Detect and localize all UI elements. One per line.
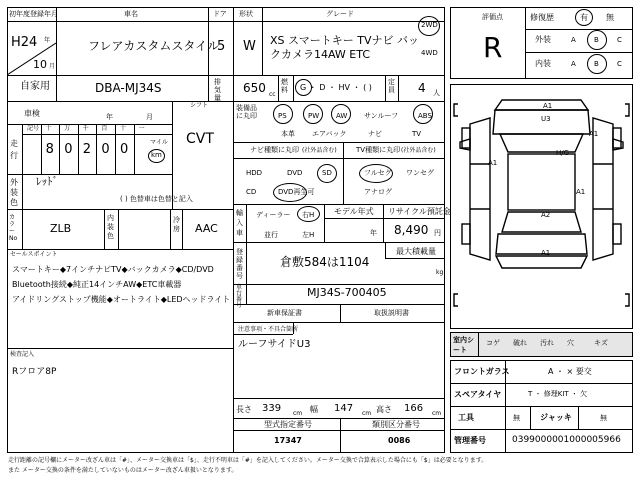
import-parallel: 並行 [264, 231, 278, 239]
navi-circle [317, 164, 337, 183]
equipment-circle [273, 104, 293, 124]
equipment-label: 装備品に丸印 [236, 104, 257, 120]
color-no-value: ZLB [50, 222, 72, 235]
interior-b-circle [587, 54, 607, 74]
equipment-item: ABS [418, 112, 432, 120]
type-approval-value: 17347 [274, 436, 302, 445]
equipment-item: 本革 [281, 130, 295, 138]
fuel-options: G ・ D ・ HV ・ ( ) [300, 83, 372, 92]
mileage-unit-km: km [151, 151, 162, 159]
sheet-item: コゲ [486, 339, 500, 347]
interior-label: 内装色 [107, 214, 114, 240]
damage-mark: A1 [488, 159, 498, 167]
repair-yes: 有 [580, 13, 588, 22]
color-no-label: カラーNo [9, 214, 18, 242]
interior-grade-a: A [571, 60, 576, 68]
width-unit: cm [362, 410, 372, 417]
windshield-value: A ・ × 要交 [548, 367, 592, 376]
mileage-digit-label: 万 [64, 125, 71, 132]
sheet-item: キズ [594, 339, 608, 347]
reg-month-unit: 月 [49, 63, 56, 70]
mileage-digit-label: 記号 [27, 125, 40, 132]
navi-item: DVD [287, 169, 303, 177]
tools-label: 工具 [458, 413, 474, 422]
usage-value: 自家用 [20, 81, 50, 92]
grade-eval-label: 評価点 [482, 13, 503, 21]
displacement-label: 排気量 [214, 78, 221, 102]
model-year-value: 年 [370, 229, 377, 237]
damage-mark: A1 [541, 249, 551, 257]
tv-item: フルセグ [364, 169, 392, 177]
manual-label: 取扱説明書 [374, 309, 409, 317]
fuel-label: 燃料 [281, 78, 288, 94]
control-no-value: 0399000001000005966 [512, 435, 621, 445]
interior-sheet-label: 室内シート [453, 336, 474, 354]
import-left: 左H [302, 231, 315, 239]
mileage-digit-label: 十 [45, 125, 52, 132]
equipment-item: TV [412, 130, 422, 138]
class-no-value: 0086 [388, 436, 411, 445]
recycle-label: リサイクル預託金 [388, 207, 451, 216]
damage-mark: A2 [541, 211, 551, 219]
mileage-digit-label: 百 [101, 125, 108, 132]
mileage-divider [96, 124, 97, 174]
chassis-value: MJ34S-700405 [307, 286, 387, 299]
navi-circle [273, 183, 307, 202]
reg-month: 10 [33, 58, 47, 71]
tv-item: アナログ [364, 188, 392, 196]
recycle-value: 8,490 [394, 223, 429, 237]
navi-item: SD [322, 169, 332, 177]
ac-value: AAC [195, 222, 218, 235]
jack-value: 無 [600, 414, 607, 422]
interior-grade-b: B [594, 60, 599, 68]
sheet-item: 汚れ [540, 339, 554, 347]
interior-grade-c: C [617, 60, 622, 68]
model-code: DBA-MJ34S [95, 81, 162, 95]
mileage-digit: 0 [101, 142, 110, 157]
exterior-grade-c: C [617, 36, 622, 44]
inspection-year: 年 [106, 113, 113, 121]
exterior-b-circle [587, 30, 607, 50]
equipment-item: PW [308, 112, 320, 120]
jack-label: ジャッキ [540, 413, 572, 422]
equipment-item: PS [278, 112, 287, 120]
chassis-label: 車台番号 [236, 284, 243, 309]
windshield-label: フロントガラス [454, 367, 510, 376]
mileage-divider [59, 124, 60, 174]
damage-mark: A1 [589, 130, 599, 138]
reg-label: 初年度登録年月 [9, 10, 58, 18]
import-right: 右H [302, 211, 315, 219]
mileage-divider [41, 124, 42, 174]
width-value: 147 [334, 403, 354, 414]
notes-value: ルーフサイドU3 [238, 339, 311, 350]
mileage-divider [115, 124, 116, 174]
length-unit: cm [293, 410, 303, 417]
exterior-grade-a: A [571, 36, 576, 44]
mileage-digit-label: 千 [82, 125, 89, 132]
recycle-unit: 円 [434, 229, 441, 237]
navi-item: DVD再生可 [278, 188, 315, 196]
shift-value: CVT [186, 131, 214, 147]
shape-value: W [243, 39, 256, 54]
mileage-digit-label: 一 [138, 125, 145, 132]
ac-label: 冷房 [173, 216, 180, 233]
shape-label: 形状 [239, 10, 253, 18]
footer-line1: 走行距離の記号欄にメーター改ざん車は「#」、メーター交換車は「$」、走行不明車は「#」を記入してください。メーター交換で合算表示した場合にも「$」は必要となります。 [8, 457, 488, 464]
inspector-label: 検査記入 [10, 351, 35, 358]
capacity-unit: 人 [433, 89, 440, 97]
damage-mark: H/G [556, 149, 570, 157]
mileage-digit: 8 [45, 142, 54, 157]
repair-yes-circle [575, 9, 593, 26]
inspection-label: 車検 [24, 109, 40, 118]
warranty-label: 新車保証書 [267, 309, 302, 317]
inspector-value: Rフロア8P [12, 367, 57, 377]
tv-item: ワンセグ [406, 169, 434, 177]
sales-points-label: セールスポイント [10, 251, 58, 258]
mileage-digit: 2 [82, 142, 92, 157]
width-label: 幅 [310, 405, 318, 414]
plate-label: 登録番号 [236, 248, 243, 280]
drive-2wd: 2WD [421, 21, 438, 29]
navi-label: ナビ種類に丸印 [250, 146, 299, 154]
damage-mark: A1 [543, 102, 553, 110]
sales-point-line: スマートキー◆7インチナビTV◆バックカメラ◆CD/DVD [12, 265, 214, 274]
sales-point-line: アイドリングストップ機能◆オートライト◆LEDヘッドライト [12, 295, 231, 304]
mileage-divider [134, 124, 135, 174]
inspection-month: 月 [146, 113, 153, 121]
height-value: 166 [404, 403, 424, 414]
displacement-unit: cc [269, 91, 276, 98]
reg-era: H24 [11, 35, 38, 50]
import-dealer: ディーラー [256, 211, 291, 219]
interior-grade-label: 内装 [535, 59, 551, 68]
equipment-item: ナビ [368, 130, 382, 138]
equipment-item: エアバック [312, 130, 347, 138]
navi-item: HDD [246, 169, 263, 177]
equipment-item: サンルーフ [364, 112, 399, 120]
repair-no: 無 [606, 13, 614, 22]
exterior-value: ﾚｯﾄﾞ [36, 175, 58, 188]
mileage-digit: 0 [64, 142, 73, 157]
grade-eval-value: R [483, 31, 503, 64]
grade-value: XS スマートキー TVナビ バックカメラ14AW ETC [270, 34, 420, 61]
equipment-circle [413, 104, 433, 124]
model-year-label: モデル年式 [334, 207, 374, 216]
spare-value: T ・ 修理KIT ・ 欠 [528, 390, 588, 398]
mileage-divider [78, 124, 79, 174]
drive-4wd: 4WD [421, 49, 438, 57]
control-no-label: 管理番号 [454, 436, 486, 445]
notes-label: 注意事項・不具合箇所 [238, 326, 299, 333]
navi-sub: (社外品含む) [302, 147, 337, 154]
mileage-unit-mile: マイル [150, 139, 168, 146]
tv-circle [359, 164, 393, 183]
exterior-label: 外装色 [10, 178, 18, 207]
mileage-label: 走行 [10, 139, 18, 160]
door-label: ドア [213, 10, 227, 18]
damage-mark: U3 [541, 115, 551, 123]
import-label: 輸入車 [236, 209, 243, 237]
repair-label: 修復歴 [530, 13, 554, 22]
right-h-circle [297, 206, 320, 222]
sheet-item: 穴 [567, 339, 574, 347]
navi-item: CD [246, 188, 257, 196]
grade-label: グレード [326, 10, 354, 18]
exterior-grade-b: B [594, 36, 599, 44]
capacity-value: 4 [418, 81, 426, 95]
max-load-unit: kg [436, 269, 444, 276]
door-value: 5 [217, 39, 226, 54]
spare-label: スペアタイヤ [454, 390, 502, 399]
capacity-label: 定員 [388, 78, 395, 94]
exterior-note: ( ) 色替車は色替と記入 [120, 195, 193, 203]
sales-point-line: Bluetooth接続◆純正14インチAW◆ETC車載器 [12, 280, 182, 289]
equipment-item: AW [336, 112, 348, 120]
sheet-item: 破れ [513, 339, 527, 347]
fuel-g-circle [295, 79, 312, 96]
mileage-digit-label: 十 [120, 125, 127, 132]
type-approval-label: 型式指定番号 [264, 420, 312, 429]
max-load-label: 最大積載量 [396, 247, 436, 256]
shift-label: シフト [190, 102, 209, 109]
displacement-value: 650 [243, 81, 266, 95]
equipment-circle [303, 104, 323, 124]
reg-year-unit: 年 [44, 37, 51, 44]
tools-value: 無 [513, 414, 520, 422]
height-label: 高さ [376, 405, 392, 414]
equipment-circle [331, 104, 351, 124]
length-label: 長さ [236, 405, 252, 414]
exterior-grade-label: 外装 [535, 35, 551, 44]
plate-value: 倉敷584は1104 [280, 255, 370, 269]
main-form-frame [7, 7, 445, 453]
class-no-label: 類別区分番号 [372, 420, 420, 429]
mileage-digit: 0 [120, 142, 129, 157]
damage-mark: A1 [576, 188, 586, 196]
length-value: 339 [262, 403, 282, 414]
tv-label: TV種類に丸印 [356, 146, 401, 154]
footer-line2: また メーター交換の条件を満たしていないものはメーター改ざん車扱いとなります。 [8, 467, 238, 474]
height-unit: cm [432, 410, 442, 417]
tv-sub: (社外品含む) [401, 147, 436, 154]
name-value: フレアカスタムスタイル [88, 39, 220, 53]
name-label: 車名 [124, 10, 138, 18]
